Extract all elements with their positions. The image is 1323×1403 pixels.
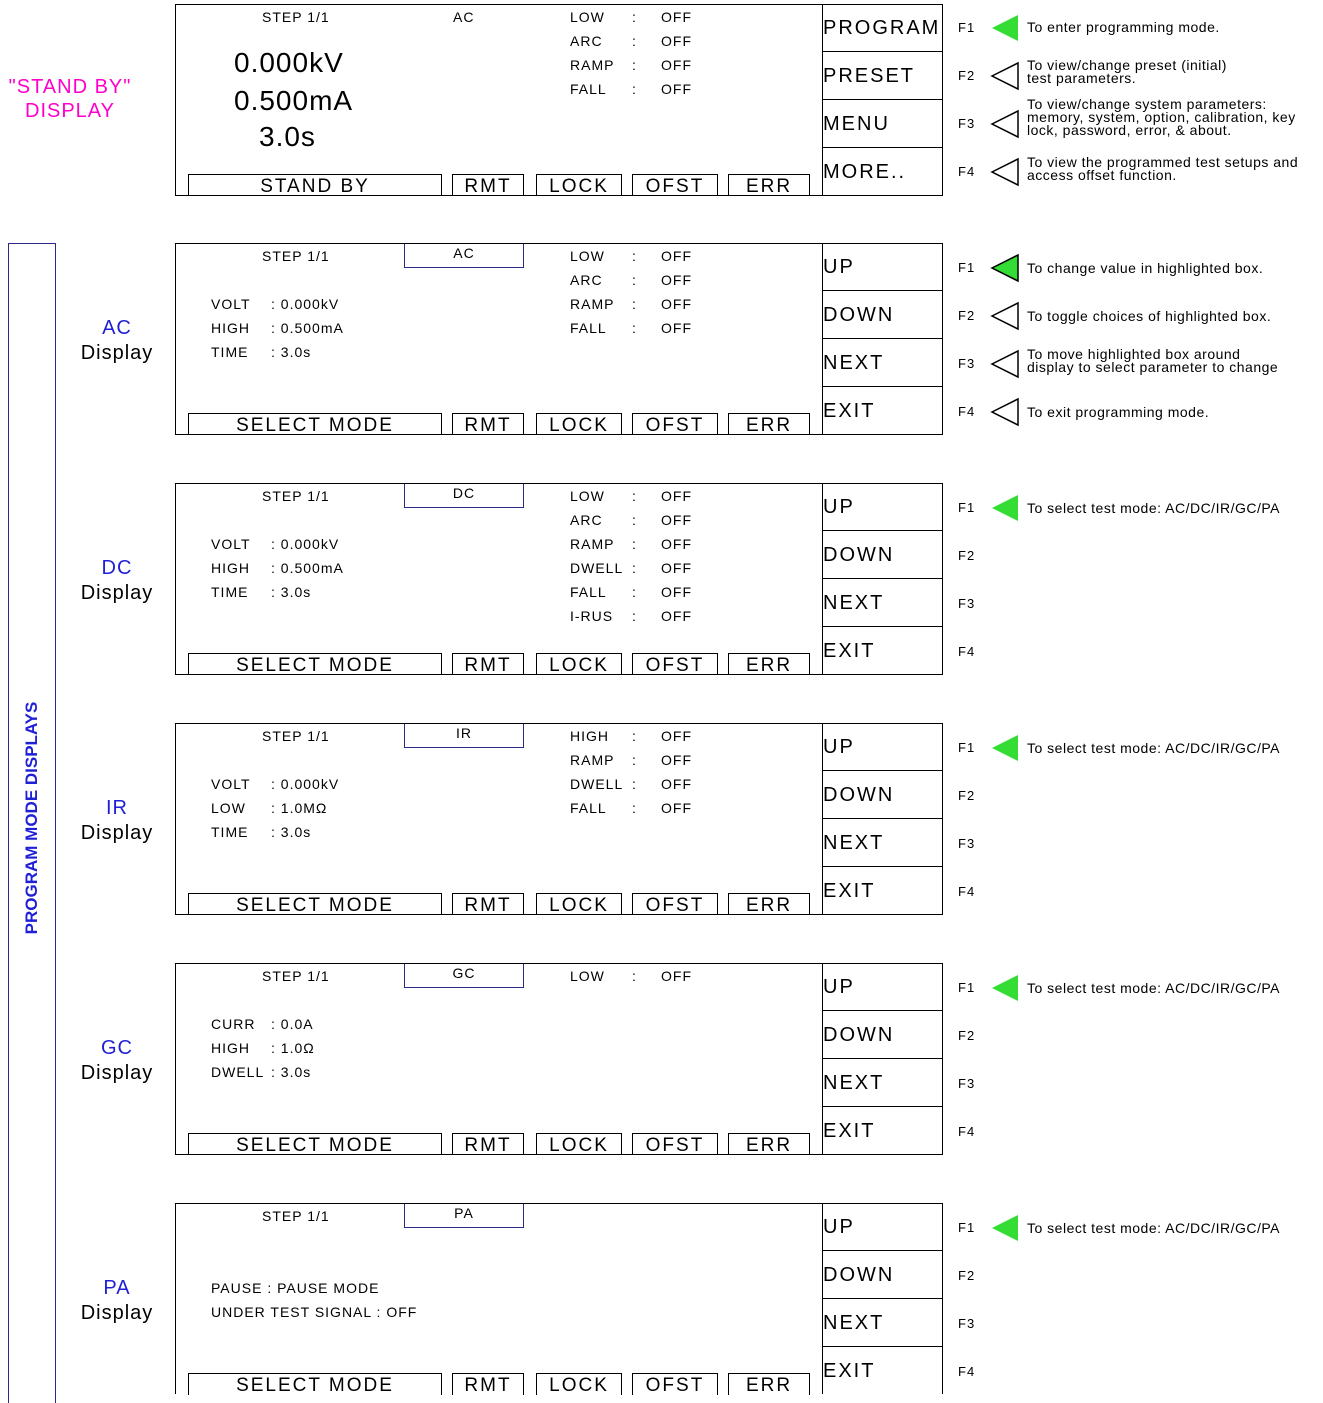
description-line: To change value in highlighted box. — [1027, 260, 1264, 276]
param-value: OFF — [661, 81, 692, 97]
step-indicator: STEP 1/1 — [262, 728, 330, 744]
description-line: access offset function. — [1027, 167, 1177, 183]
param-name: VOLT — [211, 296, 251, 312]
param-sep: : — [632, 296, 637, 312]
description-line: To select test mode: AC/DC/IR/GC/PA — [1027, 980, 1280, 996]
f2-description — [1027, 59, 1227, 85]
param-value: OFF — [661, 968, 692, 984]
mode-highlight-box[interactable]: GC — [404, 964, 524, 988]
standby-label-line: DISPLAY — [25, 100, 115, 122]
ofst-indicator: OFST — [632, 653, 718, 675]
param-value: OFF — [661, 57, 692, 73]
softkey-next[interactable]: NEXT — [823, 1312, 885, 1334]
softkey-next[interactable]: NEXT — [823, 1072, 885, 1094]
arrow-icon — [990, 301, 1020, 331]
err-indicator: ERR — [728, 413, 810, 435]
active-arrow-icon — [990, 13, 1020, 43]
dc-display-label — [72, 556, 162, 606]
fkey-label: F2 — [958, 1268, 976, 1283]
rmt-indicator: RMT — [452, 413, 524, 435]
standby-screen — [175, 4, 943, 196]
side-label-text: Display — [80, 582, 154, 604]
step-indicator: STEP 1/1 — [262, 1208, 330, 1224]
param-name: RAMP — [570, 752, 615, 768]
description-line: test parameters. — [1027, 70, 1137, 86]
fkey-label: F4 — [958, 404, 976, 419]
param-value: : 3.0s — [271, 584, 312, 600]
fkey-label: F4 — [958, 1364, 976, 1379]
ir-display-label — [72, 796, 162, 846]
param-name: TIME — [211, 824, 249, 840]
f3-description — [1027, 98, 1296, 137]
param-name: LOW — [211, 800, 246, 816]
mode-indicator: AC — [453, 9, 475, 25]
softkey-next[interactable]: NEXT — [823, 592, 885, 614]
softkey-up[interactable]: UP — [823, 1216, 855, 1238]
param-value: OFF — [661, 272, 692, 288]
fkey-label: F4 — [958, 884, 976, 899]
softkey-exit[interactable]: EXIT — [823, 1120, 876, 1142]
param-value: OFF — [661, 296, 692, 312]
status-bar-main: STAND BY — [188, 174, 442, 196]
param-sep: : — [632, 608, 637, 624]
description-line: lock, password, error, & about. — [1027, 122, 1232, 138]
under-test-signal-line: UNDER TEST SIGNAL : OFF — [211, 1304, 418, 1320]
param-name: ARC — [570, 33, 603, 49]
param-name: LOW — [570, 968, 605, 984]
softkey-up[interactable]: UP — [823, 496, 855, 518]
arrow-icon — [990, 157, 1020, 187]
arrow-icon — [990, 397, 1020, 427]
param-name: FALL — [570, 320, 607, 336]
param-value: OFF — [661, 584, 692, 600]
param-name: LOW — [570, 488, 605, 504]
param-sep: : — [632, 776, 637, 792]
param-value: OFF — [661, 320, 692, 336]
side-label-text: Display — [80, 342, 154, 364]
ofst-indicator: OFST — [632, 413, 718, 435]
softkey-separator — [823, 51, 943, 52]
softkey-more[interactable]: MORE.. — [823, 161, 907, 183]
f1-description — [1027, 502, 1280, 515]
param-sep: : — [632, 728, 637, 744]
param-value: : 0.0A — [271, 1016, 314, 1032]
fkey-label: F3 — [958, 836, 976, 851]
fkey-label: F3 — [958, 596, 976, 611]
softkey-separator — [823, 147, 943, 148]
description-line: To select test mode: AC/DC/IR/GC/PA — [1027, 740, 1280, 756]
rmt-indicator: RMT — [452, 653, 524, 675]
param-name: RAMP — [570, 536, 615, 552]
param-name: FALL — [570, 800, 607, 816]
description-line: To view the programmed test setups and — [1027, 154, 1299, 170]
softkey-exit[interactable]: EXIT — [823, 1360, 876, 1382]
description-line: To view/change system parameters: — [1027, 96, 1267, 112]
param-name: VOLT — [211, 536, 251, 552]
mode-highlight-box[interactable]: AC — [404, 244, 524, 268]
param-name: HIGH — [211, 1040, 250, 1056]
f1-description — [1027, 262, 1263, 275]
param-name: FALL — [570, 584, 607, 600]
side-label-text: Display — [80, 1062, 154, 1084]
param-name: VOLT — [211, 776, 251, 792]
fkey-label: F3 — [958, 1076, 976, 1091]
current-readout: 0.500mA — [234, 85, 354, 116]
f4-description — [1027, 406, 1209, 419]
param-name: DWELL — [570, 776, 624, 792]
softkey-down[interactable]: DOWN — [823, 1264, 895, 1286]
softkey-separator — [823, 1298, 943, 1299]
side-label-mode: GC — [101, 1037, 133, 1059]
param-name: HIGH — [211, 320, 250, 336]
softkey-separator — [823, 530, 943, 531]
softkey-menu[interactable]: MENU — [823, 113, 890, 135]
status-bar-main: SELECT MODE — [188, 413, 442, 435]
fkey-label: F2 — [958, 788, 976, 803]
active-arrow-icon — [990, 1213, 1020, 1243]
param-value: OFF — [661, 728, 692, 744]
param-name: CURR — [211, 1016, 256, 1032]
pause-mode-line: PAUSE : PAUSE MODE — [211, 1280, 380, 1296]
param-name: DWELL — [211, 1064, 265, 1080]
param-value: OFF — [661, 608, 692, 624]
param-value: : 0.000kV — [271, 296, 340, 312]
softkey-separator — [823, 1106, 943, 1107]
softkey-separator — [823, 626, 943, 627]
softkey-preset[interactable]: PRESET — [823, 65, 916, 87]
fkey-label: F1 — [958, 980, 976, 995]
arrow-icon — [990, 349, 1020, 379]
param-sep: : — [632, 752, 637, 768]
description-line: To exit programming mode. — [1027, 404, 1210, 420]
param-sep: : — [632, 536, 637, 552]
param-name: DWELL — [570, 560, 624, 576]
param-name: I-RUS — [570, 608, 614, 624]
f4-description — [1027, 156, 1298, 182]
err-indicator: ERR — [728, 174, 810, 196]
ir-screen — [175, 723, 943, 915]
fkey-label: F1 — [958, 260, 976, 275]
active-arrow-icon — [990, 253, 1020, 283]
lock-indicator: LOCK — [536, 1133, 622, 1155]
param-value: : 3.0s — [271, 344, 312, 360]
fkey-label: F1 — [958, 20, 976, 35]
side-label-mode: PA — [103, 1277, 131, 1299]
lock-indicator: LOCK — [536, 1373, 622, 1395]
softkey-up[interactable]: UP — [823, 976, 855, 998]
err-indicator: ERR — [728, 1373, 810, 1395]
description-line: To select test mode: AC/DC/IR/GC/PA — [1027, 1220, 1280, 1236]
side-label-mode: DC — [101, 557, 133, 579]
param-sep: : — [632, 9, 637, 25]
f2-description — [1027, 310, 1271, 323]
step-indicator: STEP 1/1 — [262, 9, 330, 25]
standby-display-label — [0, 75, 140, 123]
fkey-label: F2 — [958, 68, 976, 83]
softkey-separator — [823, 1010, 943, 1011]
mode-highlight-box[interactable]: DC — [404, 484, 524, 508]
side-label-text: Display — [80, 1302, 154, 1324]
param-name: TIME — [211, 344, 249, 360]
param-sep: : — [632, 272, 637, 288]
lock-indicator: LOCK — [536, 174, 622, 196]
err-indicator: ERR — [728, 1133, 810, 1155]
fkey-label: F3 — [958, 116, 976, 131]
mode-highlight-box[interactable]: PA — [404, 1204, 524, 1228]
softkey-exit[interactable]: EXIT — [823, 640, 876, 662]
fkey-label: F3 — [958, 1316, 976, 1331]
time-readout: 3.0s — [259, 121, 316, 152]
description-line: To select test mode: AC/DC/IR/GC/PA — [1027, 500, 1280, 516]
fkey-label: F2 — [958, 308, 976, 323]
softkey-separator — [823, 386, 943, 387]
description-line: To toggle choices of highlighted box. — [1027, 308, 1272, 324]
fkey-label: F4 — [958, 1124, 976, 1139]
softkey-down[interactable]: DOWN — [823, 304, 895, 326]
softkey-separator — [823, 818, 943, 819]
param-value: : 0.500mA — [271, 560, 344, 576]
softkey-separator — [823, 290, 943, 291]
rmt-indicator: RMT — [452, 893, 524, 915]
status-bar-main: SELECT MODE — [188, 653, 442, 675]
rmt-indicator: RMT — [452, 1373, 524, 1395]
param-value: OFF — [661, 33, 692, 49]
side-label-text: Display — [80, 822, 154, 844]
softkey-separator — [823, 578, 943, 579]
param-name: HIGH — [570, 728, 609, 744]
fkey-label: F2 — [958, 548, 976, 563]
param-value: OFF — [661, 9, 692, 25]
softkey-exit[interactable]: EXIT — [823, 880, 876, 902]
softkey-exit[interactable]: EXIT — [823, 400, 876, 422]
status-bar-main: SELECT MODE — [188, 1133, 442, 1155]
dc-screen — [175, 483, 943, 675]
param-name: RAMP — [570, 296, 615, 312]
active-arrow-icon — [990, 733, 1020, 763]
param-name: TIME — [211, 584, 249, 600]
description-line: To move highlighted box around — [1027, 346, 1241, 362]
rmt-indicator: RMT — [452, 1133, 524, 1155]
f1-description — [1027, 982, 1280, 995]
step-indicator: STEP 1/1 — [262, 968, 330, 984]
step-indicator: STEP 1/1 — [262, 248, 330, 264]
lock-indicator: LOCK — [536, 413, 622, 435]
rmt-indicator: RMT — [452, 174, 524, 196]
param-sep: : — [632, 800, 637, 816]
f1-description — [1027, 742, 1280, 755]
softkey-next[interactable]: NEXT — [823, 352, 885, 374]
param-sep: : — [632, 57, 637, 73]
ofst-indicator: OFST — [632, 1133, 718, 1155]
gc-display-label — [72, 1036, 162, 1086]
softkey-separator — [823, 338, 943, 339]
param-value: OFF — [661, 560, 692, 576]
param-sep: : — [632, 33, 637, 49]
pa-display-label — [72, 1276, 162, 1326]
ac-display-label — [72, 316, 162, 366]
softkey-program[interactable]: PROGRAM — [823, 17, 941, 39]
param-value: OFF — [661, 800, 692, 816]
softkey-separator — [823, 866, 943, 867]
ofst-indicator: OFST — [632, 174, 718, 196]
f1-description — [1027, 21, 1220, 34]
softkey-next[interactable]: NEXT — [823, 832, 885, 854]
softkey-up[interactable]: UP — [823, 256, 855, 278]
voltage-readout: 0.000kV — [234, 47, 344, 78]
param-value: : 1.0MΩ — [271, 800, 328, 816]
fkey-label: F1 — [958, 500, 976, 515]
fkey-label: F3 — [958, 356, 976, 371]
softkey-separator — [823, 1346, 943, 1347]
description-line: memory, system, option, calibration, key — [1027, 109, 1296, 125]
fkey-label: F1 — [958, 1220, 976, 1235]
param-name: HIGH — [211, 560, 250, 576]
softkey-separator — [823, 1058, 943, 1059]
status-bar-main: SELECT MODE — [188, 893, 442, 915]
softkey-separator — [823, 770, 943, 771]
param-value: OFF — [661, 536, 692, 552]
param-value: : 0.500mA — [271, 320, 344, 336]
program-mode-label: PROGRAM MODE DISPLAYS — [22, 701, 41, 935]
step-indicator: STEP 1/1 — [262, 488, 330, 504]
f1-description — [1027, 1222, 1280, 1235]
ac-screen — [175, 243, 943, 435]
softkey-separator — [823, 99, 943, 100]
param-value: : 3.0s — [271, 824, 312, 840]
param-sep: : — [632, 584, 637, 600]
param-sep: : — [632, 488, 637, 504]
param-value: OFF — [661, 248, 692, 264]
param-sep: : — [632, 968, 637, 984]
param-value: OFF — [661, 752, 692, 768]
param-value: : 1.0Ω — [271, 1040, 315, 1056]
softkey-down[interactable]: DOWN — [823, 1024, 895, 1046]
param-value: : 0.000kV — [271, 536, 340, 552]
param-name: RAMP — [570, 57, 615, 73]
fkey-label: F4 — [958, 644, 976, 659]
param-sep: : — [632, 560, 637, 576]
f3-description — [1027, 348, 1278, 374]
active-arrow-icon — [990, 493, 1020, 523]
arrow-icon — [990, 61, 1020, 91]
softkey-down[interactable]: DOWN — [823, 544, 895, 566]
description-line: display to select parameter to change — [1027, 359, 1279, 375]
param-sep: : — [632, 81, 637, 97]
softkey-separator — [823, 1250, 943, 1251]
description-line: To enter programming mode. — [1027, 19, 1220, 35]
mode-highlight-box[interactable]: IR — [404, 724, 524, 748]
status-bar-main: SELECT MODE — [188, 1373, 442, 1395]
ofst-indicator: OFST — [632, 1373, 718, 1395]
param-value: : 3.0s — [271, 1064, 312, 1080]
param-value: OFF — [661, 776, 692, 792]
param-sep: : — [632, 512, 637, 528]
param-name: ARC — [570, 272, 603, 288]
param-name: LOW — [570, 9, 605, 25]
lock-indicator: LOCK — [536, 893, 622, 915]
param-value: : 0.000kV — [271, 776, 340, 792]
param-sep: : — [632, 248, 637, 264]
fkey-label: F4 — [958, 164, 976, 179]
gc-screen — [175, 963, 943, 1155]
active-arrow-icon — [990, 973, 1020, 1003]
err-indicator: ERR — [728, 893, 810, 915]
standby-label-line: "STAND BY" — [8, 76, 132, 98]
softkey-up[interactable]: UP — [823, 736, 855, 758]
param-name: FALL — [570, 81, 607, 97]
lock-indicator: LOCK — [536, 653, 622, 675]
side-label-mode: AC — [102, 317, 132, 339]
side-label-mode: IR — [106, 797, 128, 819]
param-name: LOW — [570, 248, 605, 264]
err-indicator: ERR — [728, 653, 810, 675]
arrow-icon — [990, 109, 1020, 139]
param-name: ARC — [570, 512, 603, 528]
description-line: To view/change preset (initial) — [1027, 57, 1227, 73]
param-sep: : — [632, 320, 637, 336]
param-value: OFF — [661, 488, 692, 504]
fkey-label: F2 — [958, 1028, 976, 1043]
ofst-indicator: OFST — [632, 893, 718, 915]
pa-screen — [175, 1203, 943, 1394]
softkey-down[interactable]: DOWN — [823, 784, 895, 806]
fkey-label: F1 — [958, 740, 976, 755]
param-value: OFF — [661, 512, 692, 528]
